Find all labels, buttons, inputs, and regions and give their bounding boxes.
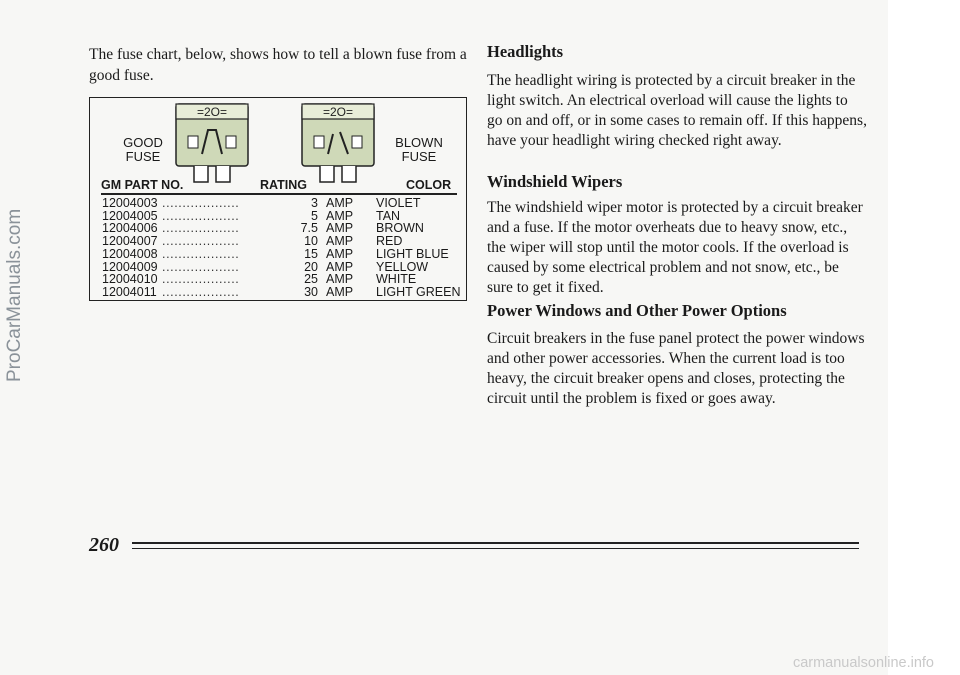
- leader-dots: ...................: [162, 285, 240, 299]
- svg-text:=2O=: =2O=: [196, 105, 228, 119]
- fuse-amp-unit: AMP: [326, 234, 354, 249]
- fuse-part-number: 12004011: [102, 284, 157, 299]
- fuse-amp-unit: AMP: [326, 272, 354, 287]
- fuse-row: [102, 286, 462, 299]
- fuse-row: [102, 197, 462, 210]
- fuse-amp-value: 7.5: [300, 221, 318, 236]
- fuse-color: VIOLET: [376, 196, 421, 210]
- fuse-color: TAN: [376, 208, 401, 223]
- header-rule: [101, 193, 457, 195]
- fuse-part-number: 12004005: [102, 208, 158, 223]
- leader-dots: ...................: [162, 222, 240, 236]
- fuse-amp-value: 25: [304, 272, 318, 287]
- fuse-amp-value: 3: [311, 196, 318, 210]
- fuse-color: BROWN: [376, 221, 424, 236]
- blown-fuse-graphic: [302, 104, 374, 182]
- fuse-row: [102, 235, 462, 248]
- fuse-amp-value: 30: [304, 284, 318, 299]
- fuse-color: LIGHT GREEN: [376, 284, 461, 299]
- leader-dots: ...................: [162, 235, 240, 248]
- header-part-no: GM PART NO.: [101, 178, 184, 192]
- fuse-amp-unit: AMP: [326, 196, 354, 210]
- fuse-part-number: 12004003: [102, 196, 158, 210]
- heading-power-windows: Power Windows and Other Power Options: [487, 301, 787, 320]
- heading-windshield-wipers: Windshield Wipers: [487, 172, 623, 191]
- site-footer-text: carmanualsonline.info: [792, 655, 934, 671]
- leader-dots: ...................: [162, 247, 240, 261]
- header-color: COLOR: [406, 178, 452, 192]
- fuse-amp-value: 15: [304, 246, 318, 261]
- fuse-amp-unit: AMP: [326, 221, 354, 236]
- body-headlights: The headlight wiring is protected by a circuit breaker in the light switch. An electrical overload will cause the lights to go on and off, or in some cases to remain off. If this happens, have your headlight wiring checked right away.: [487, 72, 867, 149]
- leader-dots: ...................: [162, 209, 240, 223]
- fuse-color: RED: [376, 234, 403, 249]
- body-windshield-wipers: The windshield wiper motor is protected by a circuit breaker and a fuse. If the motor overheats due to heavy snow, etc., the wiper will stop until the motor cools. If the overload is caused by some electrical problem and not snow, etc., be sure to get it fixed.: [487, 199, 863, 296]
- fuse-amp-unit: AMP: [326, 246, 354, 261]
- footer-rule-thick: [132, 542, 859, 544]
- fuse-part-number: 12004009: [102, 259, 158, 274]
- fuse-amp-unit: AMP: [326, 259, 354, 274]
- fuse-amp-value: 20: [304, 259, 318, 274]
- footer-rule-thin: [132, 548, 859, 549]
- fuse-color: YELLOW: [376, 259, 429, 274]
- fuse-amp-unit: AMP: [326, 284, 354, 299]
- fuse-color: WHITE: [376, 272, 417, 287]
- fuse-amp-unit: AMP: [326, 208, 354, 223]
- header-rating: RATING: [260, 178, 307, 192]
- fuse-amp-value: 5: [311, 208, 318, 223]
- fuse-part-number: 12004008: [102, 246, 158, 261]
- good-fuse-label: GOOD FUSE: [123, 135, 163, 164]
- fuse-part-number: 12004010: [102, 272, 158, 287]
- intro-paragraph: The fuse chart, below, shows how to tell a blown fuse from a good fuse.: [89, 46, 467, 84]
- fuse-part-number: 12004007: [102, 234, 158, 249]
- leader-dots: ...................: [162, 273, 240, 286]
- fuse-amp-value: 10: [304, 234, 318, 249]
- page-number: 260: [89, 534, 119, 556]
- fuse-table: [102, 197, 462, 299]
- body-power-windows: Circuit breakers in the fuse panel protect the power windows and other power accessories. When the current load is too heavy, the circuit breaker opens and closes, protecting the circuit until the problem is fixed or goes away.: [487, 330, 865, 407]
- svg-text:=2O=: =2O=: [322, 105, 354, 119]
- blown-fuse-label: BLOWN FUSE: [395, 135, 443, 164]
- fuse-row: [102, 248, 462, 261]
- leader-dots: ...................: [162, 260, 240, 274]
- leader-dots: ...................: [162, 197, 240, 210]
- fuse-chart: [89, 97, 467, 301]
- side-watermark: ProCarManuals.com: [4, 208, 25, 382]
- fuse-part-number: 12004006: [102, 221, 158, 236]
- good-fuse-graphic: [176, 104, 248, 182]
- fuse-color: LIGHT BLUE: [376, 246, 449, 261]
- heading-headlights: Headlights: [487, 42, 564, 61]
